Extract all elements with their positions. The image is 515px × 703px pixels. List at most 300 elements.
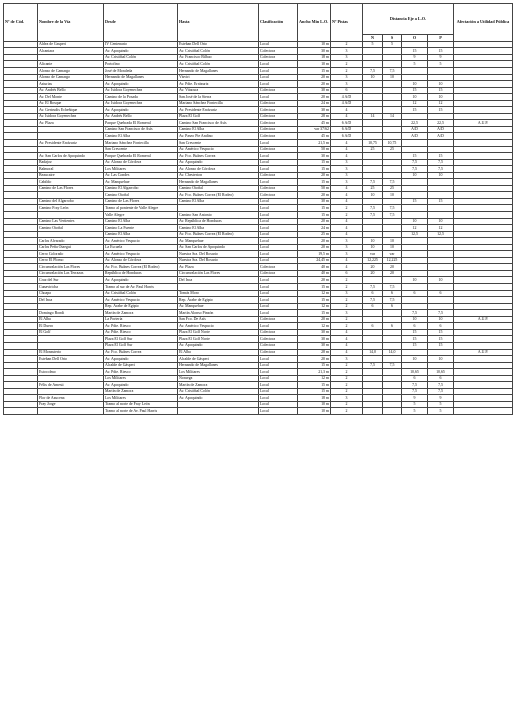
col-header-n: N xyxy=(363,35,383,42)
cell-lanes: 4 xyxy=(331,107,363,114)
cell-lanes: 2 xyxy=(331,205,363,212)
cell-from: San Crescente xyxy=(104,146,178,153)
cell-street-name: Félix de Amesti xyxy=(38,382,104,389)
cell-dist-o: 6 xyxy=(402,375,428,382)
cell-classification: Local xyxy=(259,257,298,264)
cell-dist-p: 10 xyxy=(428,218,454,225)
cell-to: Camino El Alba xyxy=(178,198,259,205)
cell-min-width: 12 m xyxy=(298,290,331,297)
cell-min-width: 15 m xyxy=(298,382,331,389)
cell-street-name: Av. Plaza xyxy=(38,120,104,127)
cell-street-name: Esteban Dell Orto xyxy=(38,356,104,363)
cell-min-width: 15 m xyxy=(298,284,331,291)
cell-min-width: 45 m xyxy=(298,120,331,127)
cell-from: Martín de Zamora xyxy=(104,310,178,317)
cell-to: Plaza El Golf Norte xyxy=(178,329,259,336)
cell-lanes: 6 xyxy=(331,270,363,277)
cell-classification: Colectora xyxy=(259,349,298,356)
cell-dist-o: 5 xyxy=(402,408,428,415)
cell-dist-p: 15 xyxy=(428,198,454,205)
cell-dist-p: 15 xyxy=(428,329,454,336)
cell-dist-n xyxy=(363,408,383,415)
cell-from: IV Centenario xyxy=(104,41,178,48)
cell-from: Av. Pdte. Riesco xyxy=(104,369,178,376)
cell-min-width: 15 m xyxy=(298,362,331,369)
cell-classification: Colectora xyxy=(259,329,298,336)
cell-dist-n: 7,5 xyxy=(363,205,383,212)
cell-classification: Colectora xyxy=(259,133,298,140)
cell-from: Tramo al norte de Fray León xyxy=(104,401,178,408)
cell-from: Av. Apoquindo xyxy=(104,277,178,284)
cell-min-width: 20 m xyxy=(298,244,331,251)
cell-min-width: 15 m xyxy=(298,159,331,166)
cell-from: Camino La Fuente xyxy=(104,225,178,232)
cell-dist-p: 15 xyxy=(428,107,454,114)
cell-to: Av. Vitacura xyxy=(178,87,259,94)
cell-dist-o: 15 xyxy=(402,48,428,55)
cell-min-width: 12 m xyxy=(298,375,331,382)
cell-classification: Local xyxy=(259,395,298,402)
cell-dist-n: 20 xyxy=(363,270,383,277)
cell-dist-n: 7,5 xyxy=(363,362,383,369)
cell-to: Av. Plaza xyxy=(178,264,259,271)
cell-classification: Local xyxy=(259,244,298,251)
cell-dist-p: 9 xyxy=(428,395,454,402)
cell-dist-p: 10 xyxy=(428,277,454,284)
cell-dist-n: 10 xyxy=(363,74,383,81)
cell-min-width: 20 m xyxy=(298,192,331,199)
cell-from: Av. Alonso de Córdova xyxy=(104,257,178,264)
cell-dist-s: 10 xyxy=(383,238,402,245)
cell-dist-o: 5 xyxy=(402,61,428,68)
cell-dist-s: 10 xyxy=(383,244,402,251)
cell-classification: Colectora xyxy=(259,185,298,192)
cell-dist-o: 10 xyxy=(402,218,428,225)
cell-dist-n: 10 xyxy=(363,244,383,251)
cell-dist-s: 7,5 xyxy=(383,212,402,219)
cell-to: Av. Alonso de Córdova xyxy=(178,166,259,173)
cell-from: Av. Américo Vespucio xyxy=(104,297,178,304)
cell-classification: Colectora xyxy=(259,107,298,114)
cell-classification: Colectora xyxy=(259,146,298,153)
cell-from: Av. Las Condes xyxy=(104,172,178,179)
cell-public-utility xyxy=(454,408,513,415)
cell-min-width: 28 m xyxy=(298,113,331,120)
cell-classification: Colectora xyxy=(259,264,298,271)
cell-classification: Local xyxy=(259,251,298,258)
cell-dist-s: 6 xyxy=(383,290,402,297)
cell-dist-p: 12 xyxy=(428,100,454,107)
cell-min-width: 50 m xyxy=(298,146,331,153)
cell-to: Av. Américo Vespucio xyxy=(178,146,259,153)
cell-classification: Local xyxy=(259,218,298,225)
cell-classification: Colectora xyxy=(259,172,298,179)
cell-lanes: 4 xyxy=(331,342,363,349)
cell-to: Hernando de Magallanes xyxy=(178,67,259,74)
cell-dist-o: 12 xyxy=(402,225,428,232)
cell-street-name: Cruz del Sur xyxy=(38,277,104,284)
cell-lanes: 4 xyxy=(331,329,363,336)
cell-lanes: 3 xyxy=(331,251,363,258)
cell-dist-o: 7,5 xyxy=(402,382,428,389)
cell-to: Av. Fco. Bulnes Correa xyxy=(178,153,259,160)
cell-dist-p: 5 xyxy=(428,401,454,408)
cell-dist-n: 7,5 xyxy=(363,179,383,186)
cell-from: República de Honduras xyxy=(104,270,178,277)
cell-dist-n: var xyxy=(363,251,383,258)
col-header-street-name: Nombre de la Vía xyxy=(38,4,104,42)
cell-from: Tramo al norte de Av. Paul Harris xyxy=(104,408,178,415)
cell-classification: Local xyxy=(259,356,298,363)
cell-to: Camino El Alba xyxy=(178,225,259,232)
cell-from: Los Militares xyxy=(104,166,178,173)
cell-dist-p: 7,5 xyxy=(428,166,454,173)
cell-dist-n: 7,5 xyxy=(363,212,383,219)
cell-lanes: 2 xyxy=(331,41,363,48)
cell-to: Mariano Sánchez Fontecilla xyxy=(178,100,259,107)
col-header-p: P xyxy=(428,35,454,42)
cell-dist-o: 7,5 xyxy=(402,166,428,173)
cell-dist-o: A/D xyxy=(402,133,428,140)
cell-min-width: 10 m xyxy=(298,61,331,68)
cell-dist-s: 6 xyxy=(383,303,402,310)
cell-to: Av. Apoquindo xyxy=(178,159,259,166)
col-header-axis-distance: Distancia Eje a L.O. xyxy=(363,4,454,35)
cell-classification: Local xyxy=(259,388,298,395)
cell-dist-n: 25 xyxy=(363,146,383,153)
cell-dist-o: 7,5 xyxy=(402,388,428,395)
cell-lanes: 3 xyxy=(331,48,363,55)
cell-dist-s: 7,5 xyxy=(383,205,402,212)
cell-classification: Local xyxy=(259,153,298,160)
cell-min-width: 24 m xyxy=(298,100,331,107)
cell-lanes: 4 xyxy=(331,225,363,232)
cell-to: San José de la Sierra xyxy=(178,94,259,101)
cell-classification: Local xyxy=(259,81,298,88)
cell-dist-s: var xyxy=(383,251,402,258)
cell-min-width: 20 m xyxy=(298,218,331,225)
cell-dist-o: 6 xyxy=(402,290,428,297)
cell-to: Martín Alonso Pinzón xyxy=(178,310,259,317)
cell-dist-p: 7,5 xyxy=(428,159,454,166)
cell-dist-o: 15 xyxy=(402,342,428,349)
cell-to: Av. Chesterton xyxy=(178,172,259,179)
col-header-from: Desde xyxy=(104,4,178,42)
cell-dist-o: 10 xyxy=(402,172,428,179)
cell-street-name: Fray Jorge xyxy=(38,401,104,408)
cell-from: Tramo al poniente de Valle Alegre xyxy=(104,205,178,212)
cell-dist-o: A/D xyxy=(402,126,428,133)
cell-classification: Local xyxy=(259,61,298,68)
cell-min-width: 30 m xyxy=(298,153,331,160)
cell-street-name: Av. San Carlos de Apoquindo xyxy=(38,153,104,160)
cell-street-name: El Monasterio xyxy=(38,349,104,356)
cell-street-name: Camino de Las Flores xyxy=(38,185,104,192)
cell-dist-p: A/D xyxy=(428,126,454,133)
cell-lanes: 2 xyxy=(331,408,363,415)
cell-from: Valle Alegre xyxy=(104,212,178,219)
cell-min-width: 40 m xyxy=(298,264,331,271)
cell-street-name: Beaucaire xyxy=(38,172,104,179)
cell-min-width: 30 m xyxy=(298,329,331,336)
cell-street-name: Del Inca xyxy=(38,297,104,304)
cell-dist-o: 9 xyxy=(402,395,428,402)
cell-to: Av. Cristóbal Colón xyxy=(178,48,259,55)
cell-classification: Local xyxy=(259,323,298,330)
cell-to: San Fco. De Asís xyxy=(178,316,259,323)
cell-from: Parque Quebrada El Romeral xyxy=(104,120,178,127)
cell-classification: Colectora xyxy=(259,316,298,323)
cell-to: Av. Manquehue xyxy=(178,238,259,245)
cell-classification: Local xyxy=(259,41,298,48)
cell-lanes: 3 xyxy=(331,179,363,186)
cell-classification: Colectora xyxy=(259,192,298,199)
cell-dist-p: 12 xyxy=(428,225,454,232)
cell-from: Plaza El Golf Sur xyxy=(104,336,178,343)
cell-to xyxy=(178,408,259,415)
cell-street-name: Camino del Algarrobo xyxy=(38,198,104,205)
cell-lanes: 3 xyxy=(331,159,363,166)
cell-to: Av. San Carlos de Apoquindo xyxy=(178,244,259,251)
cell-street-name: Alonso de Camargo xyxy=(38,67,104,74)
cell-from: José de Moraleda xyxy=(104,67,178,74)
cell-dist-s: 7,5 xyxy=(383,179,402,186)
cell-min-width: 15 m xyxy=(298,166,331,173)
cell-min-width: 15 m xyxy=(298,388,331,395)
cell-min-width: 20 m xyxy=(298,316,331,323)
cell-min-width: 25 m xyxy=(298,231,331,238)
cell-street-name: Alicante xyxy=(38,61,104,68)
cell-min-width: 20 m xyxy=(298,238,331,245)
cell-from: Av. Cristóbal Colón xyxy=(104,290,178,297)
cell-to: Tomás Moro xyxy=(178,290,259,297)
cell-lanes: 4 xyxy=(331,153,363,160)
cell-street-name: Domingo Bondi xyxy=(38,310,104,317)
cell-street-name: Choapa xyxy=(38,290,104,297)
col-header-classification: Clasificación xyxy=(259,4,298,42)
cell-dist-n: 7,5 xyxy=(363,284,383,291)
cell-classification: Local xyxy=(259,277,298,284)
cell-to: Av. Paseo Pie Andino xyxy=(178,133,259,140)
cell-dist-s: 20 xyxy=(383,264,402,271)
cell-min-width: 30 m xyxy=(298,48,331,55)
cell-classification: Local xyxy=(259,94,298,101)
cell-from: Camino Otoñal xyxy=(104,192,178,199)
cell-lanes: 2 xyxy=(331,303,363,310)
cell-to: Av. Américo Vespucio xyxy=(178,323,259,330)
cell-dist-s: 25 xyxy=(383,185,402,192)
cell-dist-p: 5 xyxy=(428,408,454,415)
cell-min-width: 20 m xyxy=(298,81,331,88)
cell-min-width: 28 m xyxy=(298,349,331,356)
cell-min-width: 10 m xyxy=(298,408,331,415)
cell-street-name: Av. El Bosque xyxy=(38,100,104,107)
cell-from: Camino El Alba xyxy=(104,218,178,225)
cell-lanes: 3 xyxy=(331,290,363,297)
cell-from: Camino de Las Flores xyxy=(104,198,178,205)
cell-to: Hernando de Magallanes xyxy=(178,179,259,186)
cell-lanes: 4 xyxy=(331,231,363,238)
cell-min-width: 15 m xyxy=(298,67,331,74)
cell-dist-p: 7,5 xyxy=(428,388,454,395)
cell-lanes: 2 xyxy=(331,369,363,376)
cell-from: Av. Apoquindo xyxy=(104,81,178,88)
cell-dist-p: 7,5 xyxy=(428,382,454,389)
cell-from: Av. Pdte. Riesco xyxy=(104,323,178,330)
cell-dist-s: 7,5 xyxy=(383,67,402,74)
cell-dist-p: 6 xyxy=(428,290,454,297)
cell-min-width: 20 m xyxy=(298,356,331,363)
cell-classification: Local xyxy=(259,382,298,389)
cell-to: Rep. Árabe de Egipto xyxy=(178,297,259,304)
cell-dist-o: 15 xyxy=(402,336,428,343)
cell-from: Av. Américo Vespucio xyxy=(104,238,178,245)
cell-to: Av. Apoquindo xyxy=(178,395,259,402)
cell-classification: Local xyxy=(259,67,298,74)
col-header-code: Nº de Cód. xyxy=(4,4,38,42)
cell-lanes: 3 xyxy=(331,81,363,88)
cell-from: La Escuela xyxy=(104,244,178,251)
cell-to: Camino Otoñal xyxy=(178,185,259,192)
cell-dist-o: 7,5 xyxy=(402,159,428,166)
cell-to: Esteban Dell Orto xyxy=(178,41,259,48)
cell-from: Av. Apoquindo xyxy=(104,382,178,389)
cell-to: Plaza El Golf xyxy=(178,113,259,120)
cell-min-width: 12 m xyxy=(298,323,331,330)
cell-public-utility: A.U.P. xyxy=(454,349,513,356)
cell-code xyxy=(4,408,38,415)
cell-lanes: 4 xyxy=(331,146,363,153)
cell-lanes: 6 A/D xyxy=(331,126,363,133)
cell-dist-s: 12,225 xyxy=(383,257,402,264)
cell-dist-n: 7,5 xyxy=(363,67,383,74)
cell-from: Av. Isidora Goyenechea xyxy=(104,100,178,107)
cell-from: Av. Fco. Bulnes Correa xyxy=(104,349,178,356)
cell-dist-o: 7,5 xyxy=(402,310,428,317)
cell-dist-p: A/D xyxy=(428,133,454,140)
cell-min-width: 30 m xyxy=(298,87,331,94)
cell-lanes: 4 xyxy=(331,349,363,356)
cell-street-name: Av. Del Monte xyxy=(38,94,104,101)
cell-dist-n: 6 xyxy=(363,290,383,297)
cell-street-name: Av. Isidora Goyenechea xyxy=(38,113,104,120)
cell-classification: Colectora xyxy=(259,113,298,120)
table-row xyxy=(4,408,513,415)
cell-dist-o: 12 xyxy=(402,100,428,107)
cell-from: Av. Andrés Bello xyxy=(104,113,178,120)
cell-classification: Local xyxy=(259,238,298,245)
cell-to: El Alba xyxy=(178,349,259,356)
cell-classification: Colectora xyxy=(259,126,298,133)
cell-dist-o: 10 xyxy=(402,94,428,101)
cell-dist-p: 10 xyxy=(428,81,454,88)
cell-lanes: 3 xyxy=(331,356,363,363)
cell-dist-s: 10,75 xyxy=(383,140,402,147)
cell-dist-o: 15 xyxy=(402,153,428,160)
cell-street-name: Cerro El Plomo xyxy=(38,257,104,264)
cell-min-width: 18 m xyxy=(298,395,331,402)
cell-min-width: 15 m xyxy=(298,179,331,186)
cell-from: Hernando de Magallanes xyxy=(104,74,178,81)
cell-dist-o: 15 xyxy=(402,329,428,336)
cell-dist-o: 10,65 xyxy=(402,369,428,376)
cell-dist-n: 10 xyxy=(363,238,383,245)
cell-classification: Colectora xyxy=(259,87,298,94)
cell-lanes: 4 xyxy=(331,198,363,205)
cell-from: Av. Apoquindo xyxy=(104,107,178,114)
cell-dist-p: 15 xyxy=(428,336,454,343)
cell-from: Los Militares xyxy=(104,395,178,402)
cell-from: Av. Alonso de Córdova xyxy=(104,159,178,166)
cell-dist-o: 15 xyxy=(402,107,428,114)
cell-street-name: Camino Fray León xyxy=(38,205,104,212)
cell-from: Camino El Alba xyxy=(104,231,178,238)
cell-lanes: 2 xyxy=(331,316,363,323)
cell-dist-p: 22,5 xyxy=(428,120,454,127)
cell-min-width: 30 m xyxy=(298,107,331,114)
cell-lanes: 4 A/D xyxy=(331,94,363,101)
cell-classification: Colectora xyxy=(259,54,298,61)
cell-street-name: Asturias xyxy=(38,81,104,88)
cell-from: Plaza El Golf Sur xyxy=(104,342,178,349)
cell-street-name: Cabildo xyxy=(38,179,104,186)
cell-dist-n: 6 xyxy=(363,303,383,310)
cell-street-name xyxy=(38,408,104,415)
col-header-o: O xyxy=(402,35,428,42)
cell-to: Av. Cristóbal Colón xyxy=(178,61,259,68)
cell-from: Portofino xyxy=(104,61,178,68)
cell-classification: Local xyxy=(259,74,298,81)
cell-min-width: 19,5 m xyxy=(298,251,331,258)
cell-to: Martín de Zamora xyxy=(178,382,259,389)
cell-street-name: Circunvalación Las Terrazas xyxy=(38,270,104,277)
cell-dist-n: 10,75 xyxy=(363,140,383,147)
cell-dist-n: 6 xyxy=(363,323,383,330)
cell-street-name: Av. Gertrudis Echeñique xyxy=(38,107,104,114)
cell-lanes: 2 xyxy=(331,284,363,291)
cell-street-name: Av. Presidente Errázuriz xyxy=(38,140,104,147)
cell-street-name: El Duero xyxy=(38,323,104,330)
cell-dist-o: 9 xyxy=(402,54,428,61)
cell-street-name: Cerro Colorado xyxy=(38,251,104,258)
col-header-public-utility: Afectación a Utilidad Pública xyxy=(454,4,513,42)
cell-dist-s: 10 xyxy=(383,74,402,81)
cell-from: Alcalde de Gásperi xyxy=(104,362,178,369)
cell-from: Av. Américo Vespucio xyxy=(104,251,178,258)
cell-min-width: 12 m xyxy=(298,303,331,310)
cell-lanes: 2 xyxy=(331,277,363,284)
cell-street-name: Av. Andrés Bello xyxy=(38,87,104,94)
cell-from: Camino El Algarrobo xyxy=(104,185,178,192)
cell-lanes: 4 xyxy=(331,218,363,225)
cell-to: Av. Pdte. Errázuriz xyxy=(178,81,259,88)
cell-lanes: 4 xyxy=(331,257,363,264)
cell-dist-p: 10 xyxy=(428,172,454,179)
cell-from: Martín de Zamora xyxy=(104,388,178,395)
cell-from: Av. Fco. Bulnes Correa (El Rodeo) xyxy=(104,264,178,271)
cell-classification: Colectora xyxy=(259,48,298,55)
cell-dist-o: 22,5 xyxy=(402,120,428,127)
cell-to: Av. Fco. Bulnes Correa (El Rodeo) xyxy=(178,231,259,238)
cell-classification: Local xyxy=(259,284,298,291)
cell-dist-s: 10 xyxy=(383,192,402,199)
cell-min-width: 15 m xyxy=(298,212,331,219)
cell-classification: Local xyxy=(259,225,298,232)
col-header-s: S xyxy=(383,35,402,42)
cell-lanes: 6 A/D xyxy=(331,120,363,127)
cell-lanes: 4 xyxy=(331,264,363,271)
cell-min-width: 20 m xyxy=(298,94,331,101)
